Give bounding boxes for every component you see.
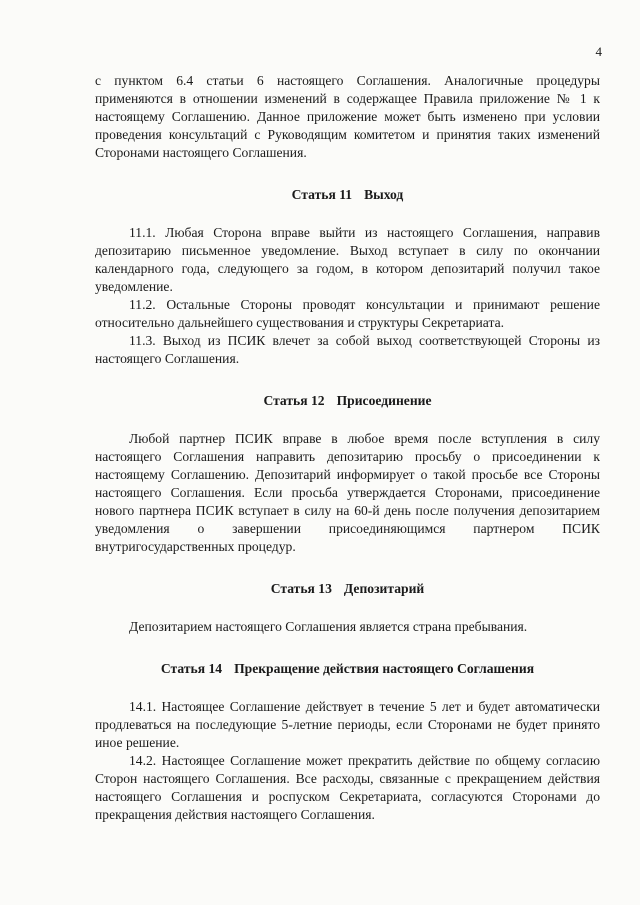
page-number: 4 — [595, 44, 602, 59]
article-number: Статья 11 — [291, 187, 353, 202]
article-13-heading — [95, 580, 600, 598]
article-paragraph: 11.2. Остальные Стороны проводят консультации и принимают решение относительно дальнейшего существования и структуры Секретариата. — [95, 297, 600, 330]
article-paragraph: 14.1. Настоящее Соглашение действует в течение 5 лет и будет автоматически продлеваться на последующие 5-летние периоды, если Сторонами не будет принято иное решение. — [95, 699, 600, 750]
article-paragraph: Депозитарием настоящего Соглашения является страна пребывания. — [129, 619, 528, 634]
article-title: Присоединение — [336, 393, 432, 408]
article-12-heading — [95, 392, 600, 410]
article-title: Выход — [364, 187, 404, 202]
article-paragraph: Любой партнер ПСИК вправе в любое время после вступления в силу настоящего Соглашения направить депозитарию просьбу о присоединении к настоящему Соглашению. Депозитарий информирует о такой просьбе все Стороны настоящего Соглашения. Если просьба утверждается Сторонами, присоединение нового партнера ПСИК вступает в силу на 60-й день после получения депозитарием уведомления о завершении присоединяющимся партнером ПСИК внутригосударственных процедур. — [95, 431, 600, 554]
article-title: Прекращение действия настоящего Соглашения — [234, 661, 535, 676]
article-paragraph: 11.1. Любая Сторона вправе выйти из настоящего Соглашения, направив депозитарию письменное уведомление. Выход вступает в силу по окончании календарного года, следующего за годом, в котором депозитарий получил такое уведомление. — [95, 225, 600, 294]
article-title: Депозитарий — [343, 581, 425, 596]
article-number: Статья 14 — [160, 661, 223, 676]
article-number: Статья 12 — [263, 393, 325, 408]
article-11-heading — [95, 186, 600, 204]
article-paragraph: 11.3. Выход из ПСИК влечет за собой выход соответствующей Стороны из настоящего Соглашения. — [95, 333, 600, 366]
intro-paragraph: с пунктом 6.4 статьи 6 настоящего Соглашения. Аналогичные процедуры применяются в отношении изменений в содержащее Правила приложение № 1 к настоящему Соглашению. Данное приложение может быть изменено при условии проведения консультаций с Руководящим комитетом и принятия таких изменений Сторонами настоящего Соглашения. — [95, 73, 600, 160]
article-paragraph: 14.2. Настоящее Соглашение может прекратить действие по общему согласию Сторон настоящего Соглашения. Все расходы, связанные с прекращением действия настоящего Соглашения и роспуском Секретариата, согласуются Сторонами до прекращения действия настоящего Соглашения. — [95, 753, 600, 822]
article-number: Статья 13 — [270, 581, 332, 596]
document-body — [95, 72, 600, 824]
article-14-heading — [95, 660, 600, 678]
